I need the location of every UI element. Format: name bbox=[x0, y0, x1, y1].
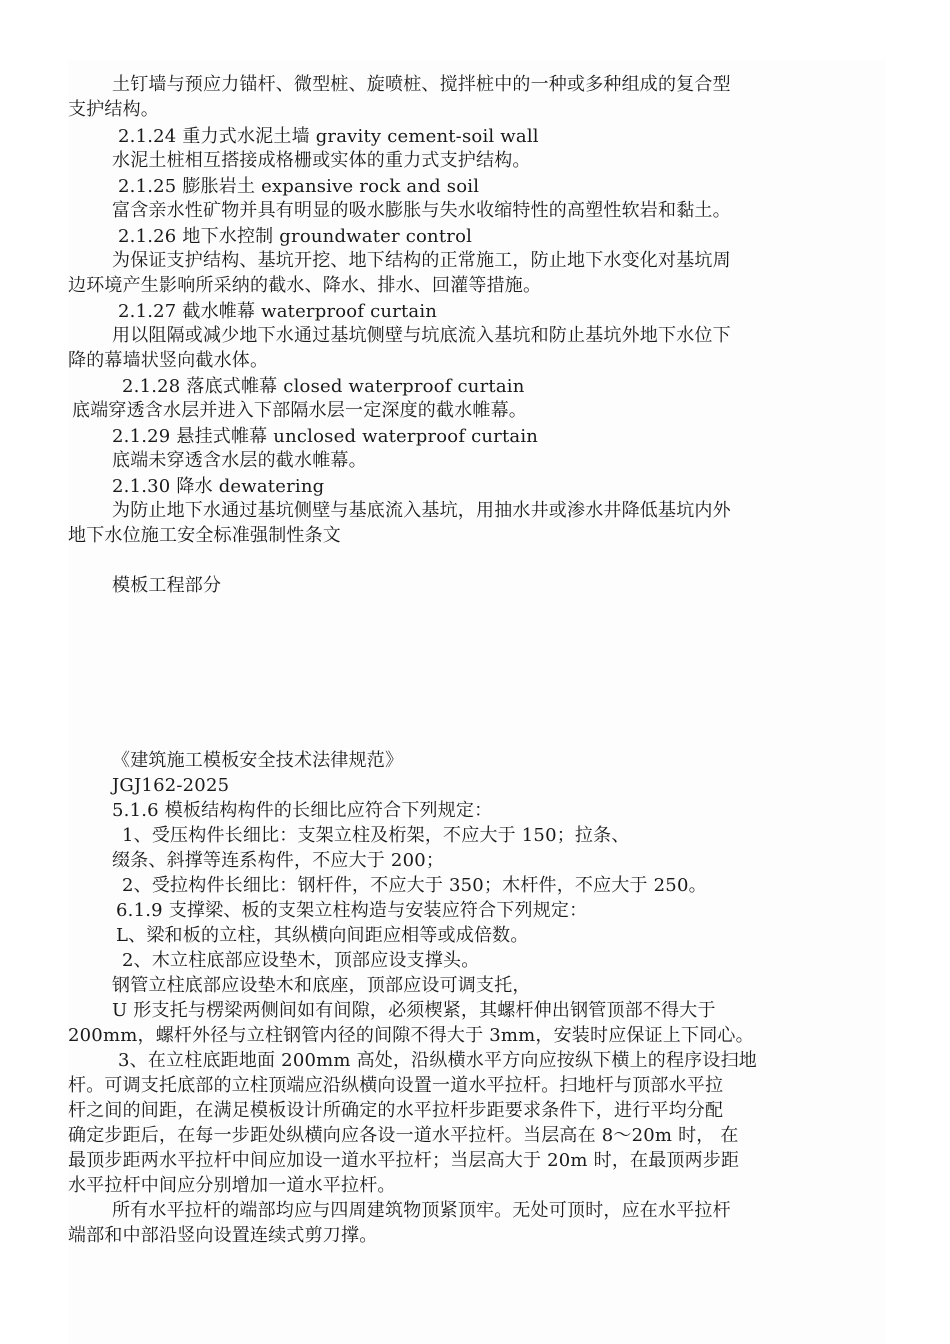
text-line: 支护结构。 bbox=[68, 99, 159, 120]
standard-code: JGJ162-2025 bbox=[112, 775, 230, 796]
section-heading: 2.1.27 截水帷幕 waterproof curtain bbox=[118, 301, 438, 322]
text-line: 缀条、斜撑等连系构件，不应大于 200； bbox=[112, 850, 445, 871]
text-line: 2、木立柱底部应设垫木，顶部应设支撑头。 bbox=[122, 950, 480, 971]
text-line: 杆之间的间距，在满足模板设计所确定的水平拉杆步距要求条件下，进行平均分配 bbox=[68, 1100, 724, 1121]
text-line: U 形支托与楞梁两侧间如有间隙，必须楔紧，其螺杆伸出钢管顶部不得大于 bbox=[112, 1000, 716, 1021]
text-line: 边环境产生影响所采纳的截水、降水、排水、回灌等措施。 bbox=[68, 275, 542, 296]
text-line: 底端未穿透含水层的截水帷幕。 bbox=[112, 450, 367, 471]
text-line: 3、在立柱底距地面 200mm 高处，沿纵横水平方向应按纵下横上的程序设扫地 bbox=[118, 1050, 757, 1071]
text-line: 钢管立柱底部应设垫木和底座，顶部应设可调支托， bbox=[112, 975, 531, 996]
text-line: 1、受压构件长细比：支架立柱及桁架，不应大于 150；拉条、 bbox=[122, 825, 630, 846]
text-line: 水平拉杆中间应分别增加一道水平拉杆。 bbox=[68, 1175, 396, 1196]
document-page bbox=[68, 60, 886, 1344]
text-line: 地下水位施工安全标准强制性条文 bbox=[68, 525, 341, 546]
text-line: 富含亲水性矿物并具有明显的吸水膨胀与失水收缩特性的高塑性软岩和黏土。 bbox=[112, 200, 731, 221]
text-line: 为保证支护结构、基坑开挖、地下结构的正常施工，防止地下水变化对基坑周 bbox=[112, 250, 731, 271]
text-line: 所有水平拉杆的端部均应与四周建筑物顶紧顶牢。无处可顶时，应在水平拉杆 bbox=[112, 1200, 731, 1221]
section-heading: 2.1.29 悬挂式帷幕 unclosed waterproof curtain bbox=[112, 426, 539, 447]
text-line: 水泥土桩相互搭接成格栅或实体的重力式支护结构。 bbox=[112, 150, 531, 171]
section-heading: 2.1.26 地下水控制 groundwater control bbox=[118, 226, 473, 247]
text-line: 5.1.6 模板结构构件的长细比应符合下列规定： bbox=[112, 800, 493, 821]
section-heading: 2.1.28 落底式帷幕 closed waterproof curtain bbox=[122, 376, 525, 397]
text-line: 杆。可调支托底部的立柱顶端应沿纵横向设置一道水平拉杆。扫地杆与顶部水平拉 bbox=[68, 1075, 724, 1096]
text-line: 底端穿透含水层并进入下部隔水层一定深度的截水帷幕。 bbox=[72, 400, 527, 421]
text-line: L、梁和板的立柱，其纵横向间距应相等或成倍数。 bbox=[116, 925, 529, 946]
text-line: 确定步距后，在每一步距处纵横向应各设一道水平拉杆。当层高在 8～20m 时， 在 bbox=[68, 1125, 739, 1146]
section-heading: 2.1.30 降水 dewatering bbox=[112, 476, 325, 497]
part-heading: 模板工程部分 bbox=[112, 575, 222, 596]
text-line: 土钉墙与预应力锚杆、微型桩、旋喷桩、搅拌桩中的一种或多种组成的复合型 bbox=[112, 74, 731, 95]
text-line: 为防止地下水通过基坑侧壁与基底流入基坑，用抽水井或渗水井降低基坑内外 bbox=[112, 500, 731, 521]
text-line: 用以阻隔或减少地下水通过基坑侧壁与坑底流入基坑和防止基坑外地下水位下 bbox=[112, 325, 731, 346]
text-line: 6.1.9 支撑梁、板的支架立柱构造与安装应符合下列规定： bbox=[116, 900, 588, 921]
text-line: 最顶步距两水平拉杆中间应加设一道水平拉杆；当层高大于 20m 时，在最顶两步距 bbox=[68, 1150, 740, 1171]
section-heading: 2.1.24 重力式水泥土墙 gravity cement-soil wall bbox=[118, 126, 539, 147]
section-heading: 2.1.25 膨胀岩土 expansive rock and soil bbox=[118, 176, 480, 197]
text-line: 端部和中部沿竖向设置连续式剪刀撑。 bbox=[68, 1225, 378, 1246]
standard-title: 《建筑施工模板安全技术法律规范》 bbox=[112, 750, 404, 771]
text-line: 200mm，螺杆外径与立柱钢管内径的间隙不得大于 3mm，安装时应保证上下同心。 bbox=[68, 1025, 754, 1046]
text-line: 2、受拉构件长细比：钢杆件，不应大于 350；木杆件，不应大于 250。 bbox=[122, 875, 707, 896]
text-line: 降的幕墙状竖向截水体。 bbox=[68, 350, 269, 371]
